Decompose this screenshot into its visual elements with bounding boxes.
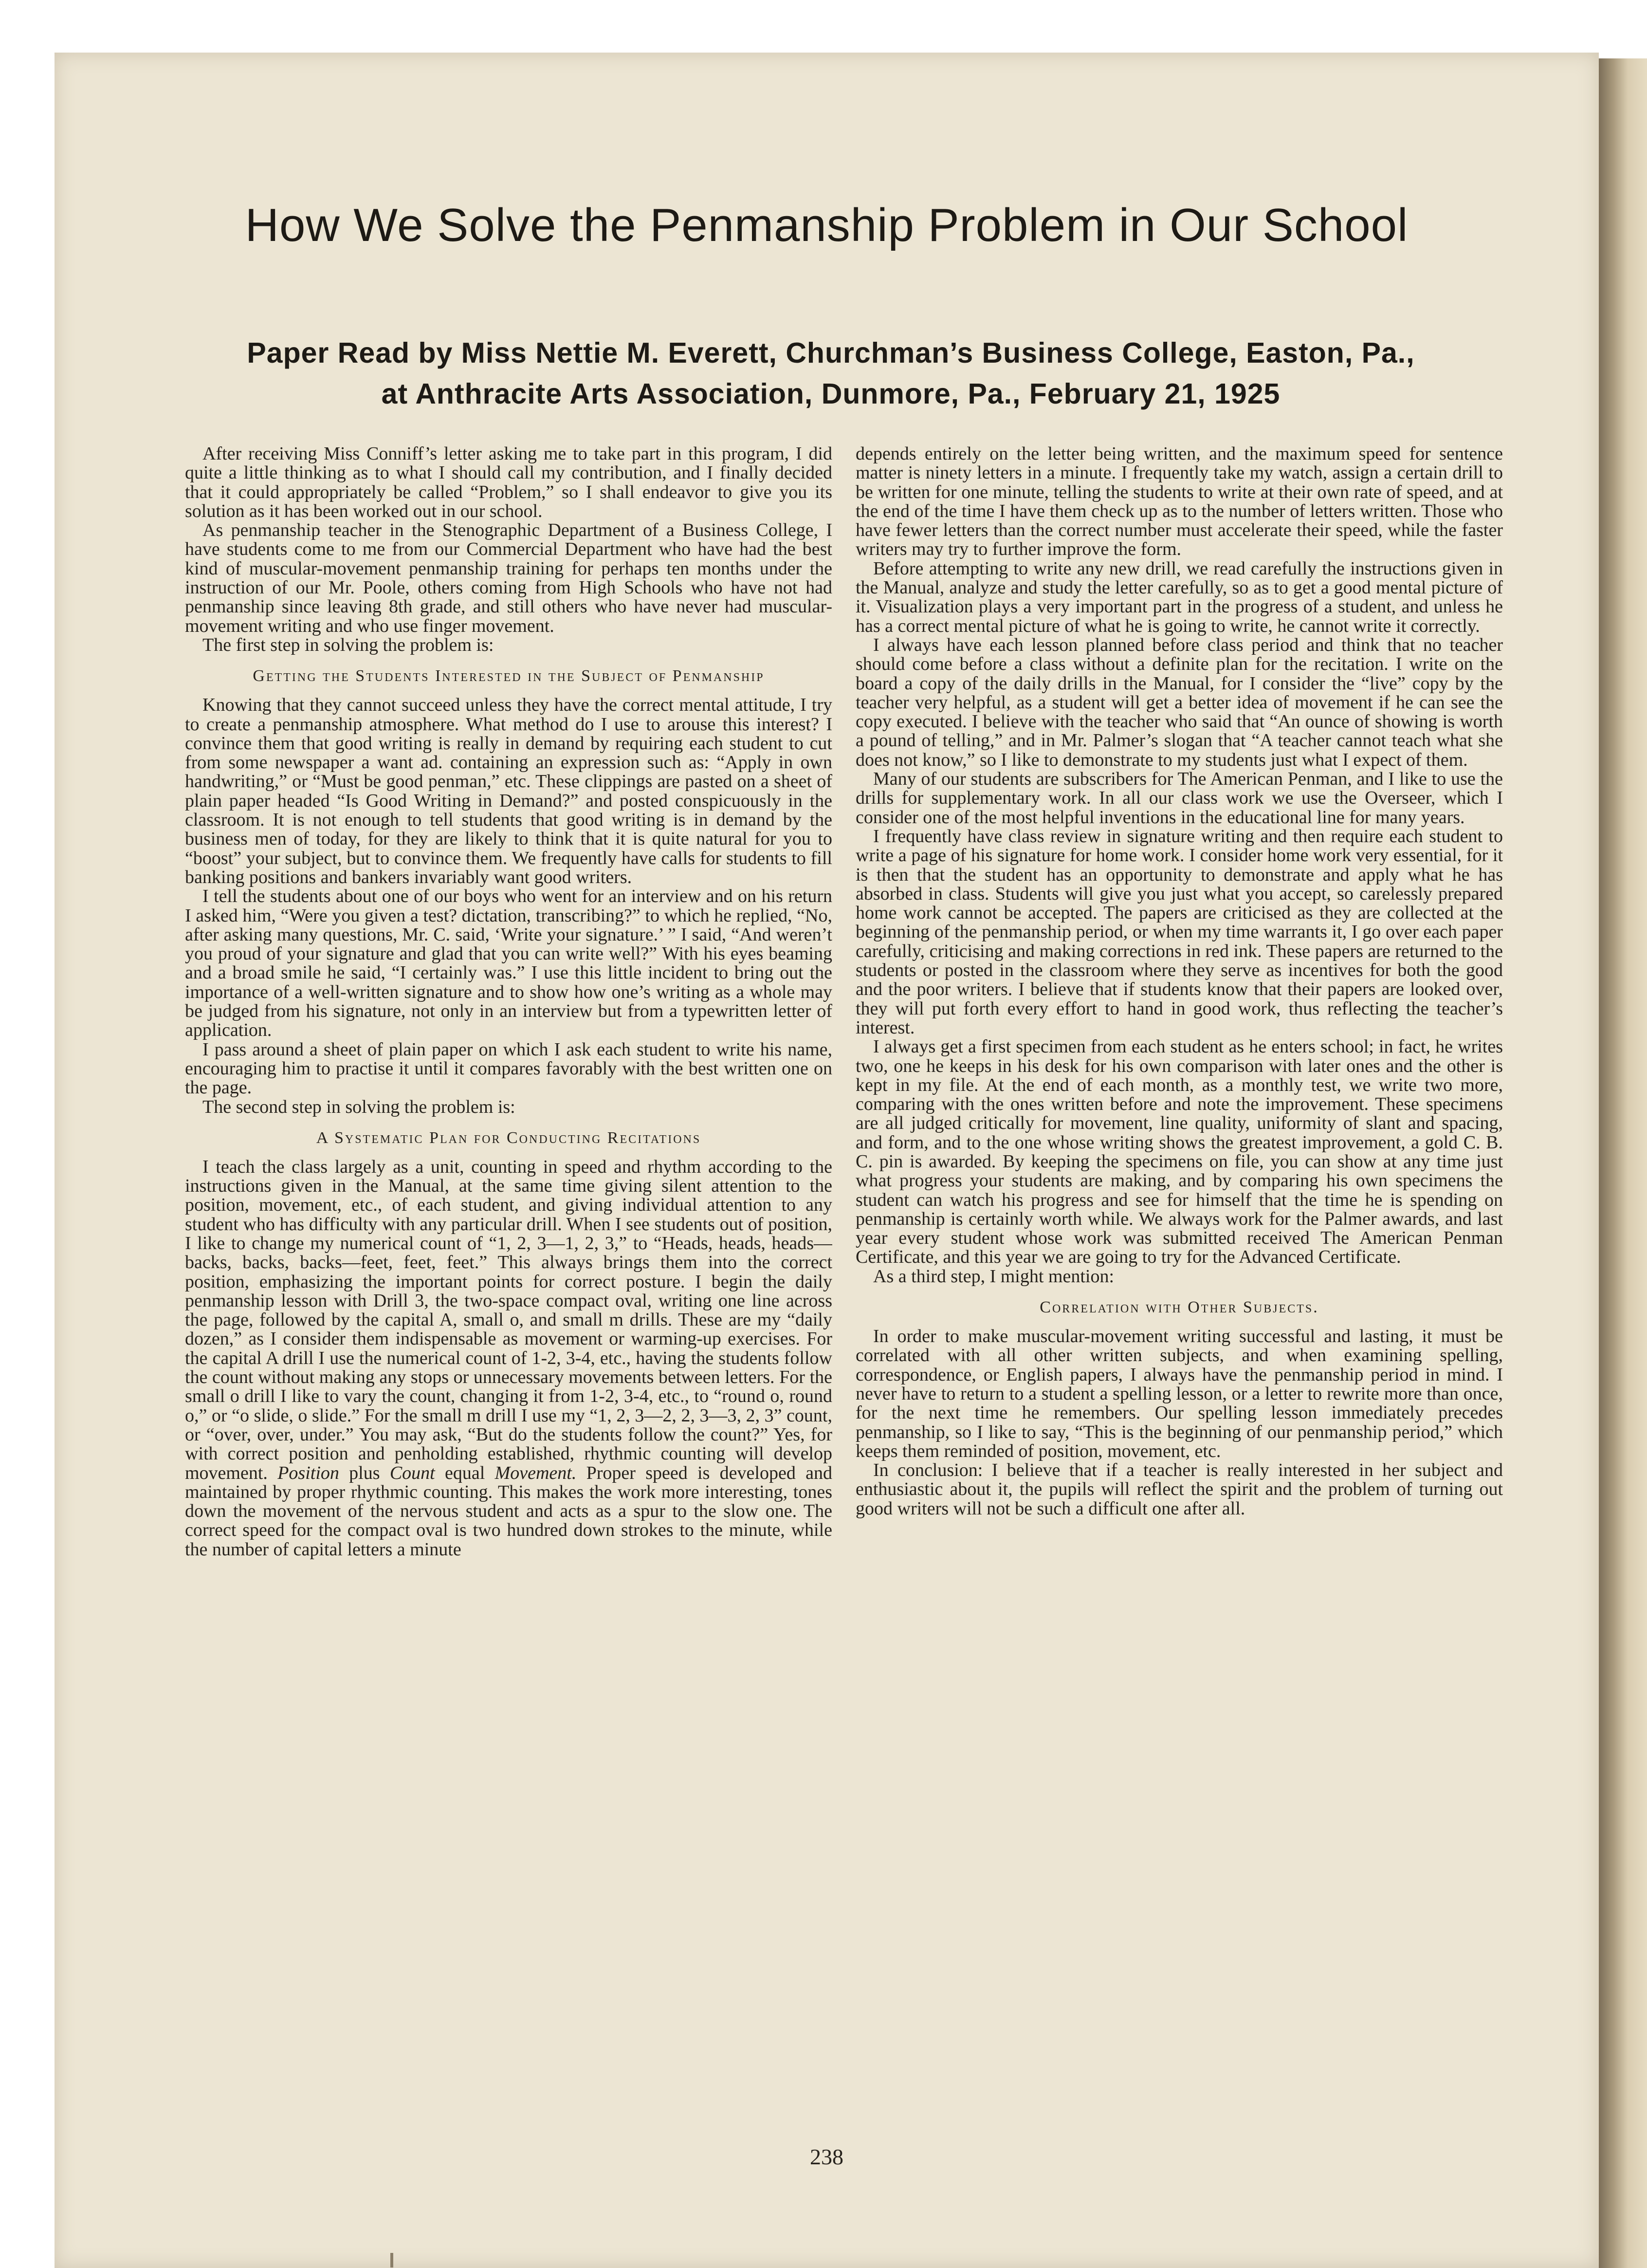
scan-margin-left — [0, 58, 55, 2268]
paragraph: The second step in solving the problem is: — [202, 1096, 515, 1117]
article-title: How We Solve the Penmanship Problem in Our School — [245, 199, 1409, 251]
emphasis-position: Position — [277, 1462, 339, 1483]
emphasis-movement: Movement. — [494, 1462, 577, 1483]
paragraph: As a third step, I might mention: — [873, 1266, 1115, 1287]
text-run: I teach the class largely as a unit, counting in speed and rhythm according to the instructions given in the Manual, at the same time giving silent attention to the position, movement, etc., of each student, and giving individual attention to any student who has difficulty with any particular drill. When I see students out of position, I like to change my numerical count of “1, 2, 3—1, 2, 3,” to “Heads, heads, heads—backs, backs, backs—feet, feet, feet.” This always brings them into the correct position, emphasizing the important points for correct posture. I begin the daily penmanship lesson with Drill 3, the two-space compact oval, writing one line across the page, followed by the capital A, small o, and small m drills. These are my “daily dozen,” as I consider them indispensable as movement or warming-up exercises. For the capital A drill I use the numerical count of 1-2, 3-4, etc., having the students follow the count without making any stops or unnecessary movements between letters. For the small o drill I like to vary the count, changing it from 1-2, 3-4, etc., to “round o, round o,” or “o slide, o slide.” For the small m drill I use my “1, 2, 3—2, 2, 3—3, 2, 3” count, or “over, over, under.” You may ask, “But do the students follow the count?” Yes, for with correct position and penholding established, rhythmic counting will develop movement. — [185, 1156, 832, 1483]
section-heading: Getting the Students Interested in the Subject of Penmanship — [253, 667, 765, 685]
paragraph: I pass around a sheet of plain paper on which I ask each student to write his name, encouraging him to practise it until it compares favorably with the best written one on the page. — [185, 1039, 832, 1098]
paragraph: Many of our students are subscribers for The American Penman, and I like to use the drills for supplementary work. In all our class work we use the Overseer, which I consider one of the most helpful inventions in the educational line for many years. — [856, 769, 1503, 828]
paragraph: After receiving Miss Conniff’s letter asking me to take part in this program, I did quite a little thinking as to what I should call my contribution, and I finally decided that it could appropriately be called “Problem,” so I shall endeavor to give you its solution as it has been worked out in our school. — [185, 444, 832, 521]
right-column — [856, 444, 1503, 2129]
section-heading: Correlation with Other Subjects. — [1040, 1298, 1319, 1317]
text-run: plus — [339, 1462, 390, 1483]
paragraph — [185, 1158, 832, 1559]
scan-artifact — [390, 2253, 393, 2268]
text-run: equal — [435, 1462, 495, 1483]
paragraph: As penmanship teacher in the Stenographic Department of a Business College, I have students come to me from our Commercial Department who have had the best kind of muscular-movement penmanship training for perhaps ten months under the instruction of our Mr. Poole, others coming from High Schools who have not had penmanship since leaving 8th grade, and still others who have never had muscular-movement writing and who use finger movement. — [185, 520, 832, 636]
paragraph: I always get a first specimen from each student as he enters school; in fact, he writes two, one he keeps in his desk for his own comparison with later ones and the other is kept in my file. At the end of each month, as a monthly test, we write two more, comparing with the ones written before and note the improvement. These specimens are all judged critically for movement, line quality, uniformity of slant and spacing, and form, and to the one whose writing shows the greatest improvement, a gold C. B. C. pin is awarded. By keeping the specimens on file, you can show at any time just what progress your students are making, and by comparing his own specimens the student can watch his progress and see for himself that the time he is spending on penmanship is certainly worth while. We always work for the Palmer awards, and last year every student whose work was submitted received The American Penman Certificate, and this year we are going to try for the Advanced Certificate. — [856, 1036, 1503, 1268]
paragraph: The first step in solving the problem is: — [202, 634, 494, 655]
emphasis-count: Count — [389, 1462, 435, 1483]
paragraph: depends entirely on the letter being written, and the maximum speed for sentence matter is ninety letters in a minute. I frequently take my watch, assign a certain drill to be written for one minute, telling the students to write at their own rate of speed, and at the end of the time I have them check up as to the number of letters written. Those who have fewer letters than the correct number must accelerate their speed, while the faster writers may try to further improve the form. — [856, 444, 1503, 560]
page-number: 238 — [810, 2144, 843, 2169]
magazine-page — [55, 53, 1599, 2268]
paragraph: I tell the students about one of our boys who went for an interview and on his return I asked him, “Were you given a test? dictation, transcribing?” to which he replied, “No, after asking many questions, Mr. C. said, ‘Write your signature.’ ” I said, “And weren’t you proud of your signature and glad that you can write well?” With his eyes beaming and a broad smile he said, “I certainly was.” I use this little incident to bring out the importance of a well-written signature and to show how one’s writing as a whole may be judged from his signature, not only in an interview but from a typewritten letter of application. — [185, 886, 832, 1041]
section-heading: A Systematic Plan for Conducting Recitations — [316, 1128, 701, 1147]
paragraph: Knowing that they cannot succeed unless they have the correct mental attitude, I try to create a penmanship atmosphere. What method do I use to arouse this interest? I convince them that good writing is really in demand by requiring each student to cut from some newspaper a want ad. containing an expression such as: “Apply in own handwriting,” or “Must be good penman,” etc. These clippings are pasted on a sheet of plain paper headed “Is Good Writing in Demand?” and posted conspicuously in the classroom. It is not enough to tell students that good writing is in demand by the business men of today, for they are likely to think that it is quite natural for you to “boost” your subject, but to convince them. We frequently have calls for students to fill banking positions and bankers invariably want good writers. — [185, 695, 832, 887]
subtitle-line-1: Paper Read by Miss Nettie M. Everett, Churchman’s Business College, Easton, Pa., — [247, 337, 1415, 369]
paragraph: Before attempting to write any new drill, we read carefully the instructions given in the Manual, analyze and study the letter carefully, so as to get a good mental picture of it. Visualization plays a very important part in the progress of a student, and unless he has a correct mental picture of what he is going to write, he cannot write it correctly. — [856, 558, 1503, 636]
article-subtitle — [210, 332, 1451, 414]
paragraph: I always have each lesson planned before class period and think that no teacher should come before a class without a definite plan for the recitation. I write on the board a copy of the daily drills in the Manual, for I consider the “live” copy by the teacher very helpful, as a student will get a better idea of movement if he can see the copy executed. I believe with the teacher who said that “An ounce of showing is worth a pound of telling,” and in Mr. Palmer’s slogan that “A teacher cannot teach what she does not know,” so I like to demonstrate to my students just what I expect of them. — [856, 634, 1503, 770]
text-run: Proper speed is developed and maintained by proper rhythmic counting. This makes the work more interesting, tones down the movement of the nervous student and acts as a spur to the slow one. The correct speed for the compact oval is two hundred down strokes to the minute, while the number of capital letters a minute — [185, 1462, 832, 1560]
left-column — [185, 444, 832, 2129]
subtitle-line-2: at Anthracite Arts Association, Dunmore, Pa., February 21, 1925 — [381, 378, 1281, 410]
paragraph: In order to make muscular-movement writing successful and lasting, it must be correlated with all other written subjects, and when examining spelling, correspondence, or English papers, I always have the penmanship period in mind. I never have to return to a student a spelling lesson, or a letter to rewrite more than once, for the next time he remembers. Our spelling lesson immediately precedes penmanship, so I like to say, “This is the beginning of our penmanship period,” which keeps them reminded of position, movement, etc. — [856, 1326, 1503, 1461]
book-page-edge — [1599, 58, 1647, 2268]
paragraph: I frequently have class review in signature writing and then require each student to write a page of his signature for home work. I consider home work very essential, for it is then that the student has an opportunity to demonstrate and apply what he has absorbed in class. Students will give you just what you accept, so carelessly prepared home work cannot be accepted. The papers are criticised as they are collected at the beginning of the penmanship period, or when my time warrants it, I go over each paper carefully, criticising and making corrections in red ink. These papers are returned to the students or posted in the classroom where they serve as incentives for both the good and the poor writers. I believe that if students know that their papers are looked over, they will put forth every effort to hand in good work, thus reflecting the teacher’s interest. — [856, 826, 1503, 1038]
paragraph: In conclusion: I believe that if a teacher is really interested in her subject and enthusiastic about it, the pupils will reflect the spirit and the problem of turning out good writers will not be such a difficult one after all. — [856, 1460, 1503, 1519]
